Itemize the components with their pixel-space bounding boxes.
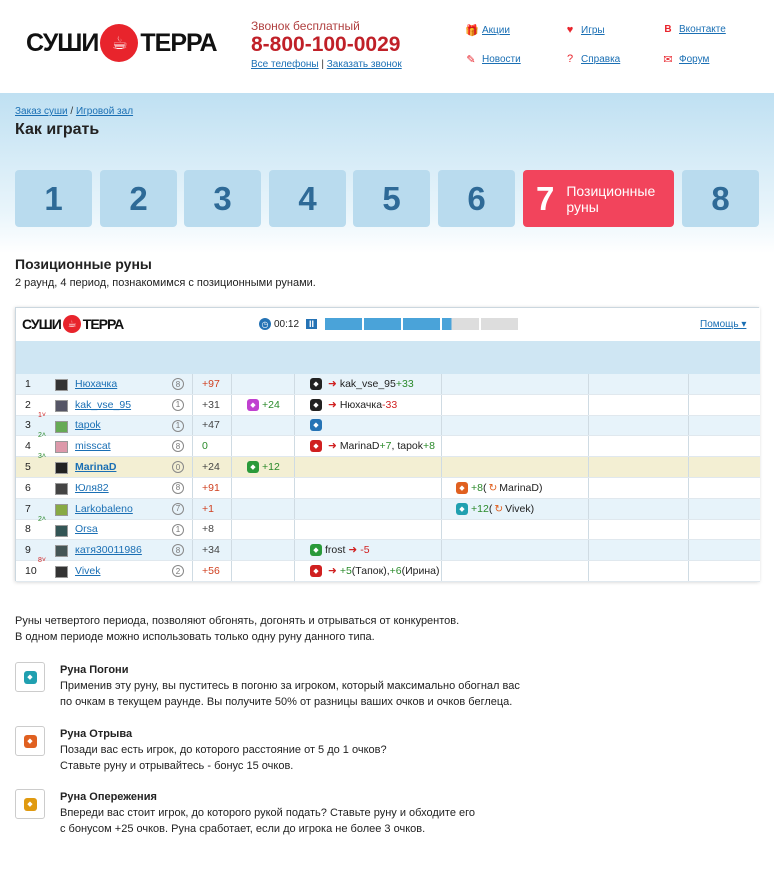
progress-segment [481,318,518,330]
logo-text-right: ТЕРРА [140,28,217,57]
column-divider [231,457,232,477]
forum-icon: ✉ [663,54,673,66]
avatar [55,421,68,433]
phone-links [251,59,402,70]
column-divider [441,561,442,581]
column-divider [294,457,295,477]
teacup-logo-icon: ☕ [63,315,81,333]
event-value: +24 [262,398,280,411]
progress-segment [364,318,401,330]
nav-games[interactable] [564,24,605,36]
row-position-change: 2˄ [38,515,46,523]
column-divider [441,499,442,519]
column-divider [294,520,295,540]
bonus-rune-icon: ◆ [247,461,259,473]
breadcrumb-game-hall[interactable]: Игровой зал [75,106,134,117]
table-row [16,374,760,395]
game-toolbar [16,308,760,341]
fire-rune-icon: ◆ [310,440,322,452]
score-value: +31 [202,398,220,411]
timer-value: 00:12 [274,318,300,330]
table-row [16,540,760,561]
step-number: 5 [382,179,401,217]
rune-event [310,395,397,415]
game-timer [259,318,317,330]
row-position: 2 [25,398,31,411]
avatar [55,462,68,474]
event-value: +7 [379,440,392,453]
rune-breakaway-text: Позади вас есть игрок, до которого расстояние от 5 до 1 очков? [60,744,387,756]
game-header-band [16,341,760,375]
rune-breakaway-text: Ставьте руну и отрывайтесь - бонус 15 очков. [60,760,294,772]
overtake-rune-icon: ◆ [15,789,45,819]
attack-rune-icon: ◆ [310,378,322,390]
event-text: , tapok [391,440,424,453]
rune-event [456,478,542,498]
column-divider [192,499,193,519]
breadcrumb-sep: / [67,106,76,117]
table-row [16,395,760,416]
column-divider [192,416,193,436]
player-name-link[interactable]: MarinaD [75,461,117,474]
column-divider [294,540,295,560]
round-progress-bar [325,318,518,330]
event-value: +12 [471,502,489,515]
rune-event [247,457,280,477]
arrow-right-icon: ➜ [328,377,337,390]
score-value: +97 [202,377,220,390]
column-divider [441,374,442,394]
nav-promotions[interactable] [465,24,510,37]
player-name-link[interactable]: катя30011986 [75,544,142,557]
rank-badge: 8 [172,378,184,390]
rune-event [310,374,414,394]
recycle-icon: ↻ [488,481,498,494]
fire-rune-icon: ◆ [310,565,322,577]
nav-help[interactable] [564,53,620,65]
row-position: 4 [25,440,31,453]
column-divider [294,561,295,581]
column-divider [231,499,232,519]
column-divider [231,520,232,540]
column-divider [688,374,689,394]
column-divider [688,457,689,477]
event-target: kak_vse_95 [339,377,396,390]
game-logo [22,315,123,333]
avatar [55,441,68,453]
rank-badge: 2 [172,565,184,577]
game-logo-text-left: СУШИ [22,316,61,332]
event-target: MarinaD [339,440,380,453]
column-divider [688,478,689,498]
breakaway-rune-icon: ◆ [456,482,468,494]
nav-forum[interactable] [662,53,709,66]
column-divider [688,416,689,436]
table-row [16,499,760,520]
column-divider [588,499,589,519]
step-number: 8 [711,179,730,217]
player-name-link[interactable]: tapok [75,419,101,432]
score-value: +34 [202,544,220,557]
column-divider [588,478,589,498]
table-row [16,557,760,582]
column-divider [294,499,295,519]
bonus-rune-icon: ◆ [247,399,259,411]
event-target: Vivek [505,502,531,515]
column-divider [688,499,689,519]
step-number: 2 [129,179,148,217]
player-name-link[interactable]: Юля82 [75,481,109,494]
column-divider [231,395,232,415]
column-divider [294,374,295,394]
event-target: MarinaD [499,481,539,494]
game-help-link[interactable]: Помощь ▾ [700,319,747,330]
row-position: 10 [25,565,37,578]
all-phones-link[interactable]: Все телефоны [251,59,319,70]
chase-rune-icon: ◆ [15,662,45,692]
rank-badge: 1 [172,399,184,411]
column-divider [441,436,442,456]
player-name-link[interactable]: Нюхачка [75,377,118,390]
column-divider [231,436,232,456]
runes-description-line2: В одном периоде можно использовать только одну руну данного типа. [15,631,375,643]
avatar [55,566,68,578]
period-badge: II [306,319,317,329]
column-divider [588,520,589,540]
rune-overtake-text: с бонусом +25 очков. Руна сработает, если до игрока не более 3 очков. [60,823,426,835]
games-icon: ♥ [566,24,574,36]
column-divider [588,416,589,436]
rune-overtake-text: Впереди вас стоит игрок, до которого рукой подать? Ставьте руну и обходите его [60,807,476,819]
step-label: Позиционные руны [566,182,656,215]
avatar [55,379,68,391]
column-divider [192,457,193,477]
news-icon: ✎ [466,54,476,66]
event-text: ) [530,502,535,515]
game-logo-text-right: ТЕРРА [82,316,124,332]
player-name-link[interactable]: Larkobaleno [75,502,133,515]
runes-description-line1: Руны четвертого периода, позволяют обгонять, догонять и отрываться от конкурентов. [15,615,460,627]
column-divider [588,457,589,477]
score-value: +47 [202,419,220,432]
column-divider [441,540,442,560]
nav-news-label[interactable]: Новости [482,54,521,65]
row-position-change: 8˅ [38,557,46,565]
column-divider [192,395,193,415]
step-number: 4 [298,179,317,217]
attack-rune-icon: ◆ [310,399,322,411]
rank-badge: 7 [172,503,184,515]
row-position: 7 [25,502,31,515]
order-call-link[interactable]: Заказать звонок [326,59,402,70]
nav-games-label[interactable]: Игры [581,24,605,36]
step-tab-3[interactable] [184,170,261,227]
row-position-change: 1˅ [38,411,46,419]
player-name-link[interactable]: kak_vse_95 [75,398,132,411]
event-value: +5 [339,565,352,578]
nav-help-label[interactable]: Справка [581,53,621,65]
recycle-icon: ↻ [494,502,504,515]
rune-overtake-title: Руна Опережения [60,791,157,803]
score-value: +91 [202,481,220,494]
clock-icon: ◷ [259,318,271,330]
event-target: Нюхачка [339,398,383,411]
event-text: ( [488,502,493,515]
event-value: +8 [471,481,483,494]
event-value: -5 [360,544,370,557]
page-title: Как играть [15,121,100,138]
table-row [16,515,760,541]
step-tab-5[interactable] [353,170,430,227]
step-number: 3 [213,179,232,217]
column-divider [688,436,689,456]
breakaway-rune-icon: ◆ [15,726,45,756]
nav-vkontakte-label[interactable]: Вконтакте [679,24,726,35]
phone-label: Звонок бесплатный [251,19,360,33]
nav-forum-label[interactable]: Форум [679,54,710,65]
rune-event [247,395,280,415]
row-position: 9 [25,544,31,557]
column-divider [588,561,589,581]
avatar [55,545,68,557]
column-divider [588,436,589,456]
step-tab-6[interactable] [438,170,515,227]
progress-segment [442,318,479,330]
event-value: +8 [423,440,435,453]
rank-badge: 0 [172,461,184,473]
nav-news[interactable] [465,53,521,66]
rank-badge: 1 [172,524,184,536]
player-name-link[interactable]: Orsa [75,523,98,536]
event-value: +6 [389,565,402,578]
row-position: 1 [25,377,31,390]
arrow-right-icon: ➜ [328,398,337,411]
row-position: 3 [25,419,31,432]
teacup-logo-icon: ☕ [100,24,138,62]
arrow-right-icon: ➜ [328,565,337,578]
rune-event [310,561,439,581]
progress-segment [325,318,362,330]
section-subtitle: 2 раунд, 4 период, познакомимся с позиционными рунами. [15,277,316,289]
phone-links-sep: | [318,59,327,70]
column-divider [231,478,232,498]
rank-badge: 8 [172,482,184,494]
column-divider [588,374,589,394]
score-value: +1 [202,502,214,515]
event-value: -33 [382,398,398,411]
column-divider [231,561,232,581]
column-divider [294,478,295,498]
rune-chase-text: Применив эту руну, вы пуститесь в погоню за игроком, который максимально обогнал вас [60,680,520,692]
nav-promotions-label[interactable]: Акции [482,25,510,36]
breadcrumb-sushi-order[interactable]: Заказ суши [15,106,68,117]
event-value: +12 [262,461,280,474]
column-divider [688,395,689,415]
column-divider [294,436,295,456]
rank-badge: 8 [172,440,184,452]
avatar [55,525,68,537]
column-divider [688,540,689,560]
rank-badge: 8 [172,544,184,556]
table-row [16,478,760,499]
phone-number: 8-800-100-0029 [251,33,401,56]
column-divider [231,540,232,560]
breadcrumb [15,106,133,117]
avatar [55,504,68,516]
player-name-link[interactable]: misscat [75,440,111,453]
column-divider [441,457,442,477]
step-number: 6 [467,179,486,217]
avatar [55,483,68,495]
shield-rune-icon: ◆ [310,419,322,431]
row-position-change: 3˄ [38,453,46,461]
step-number: 7 [536,179,555,217]
step-tab-8[interactable] [682,170,759,227]
column-divider [588,540,589,560]
column-divider [441,478,442,498]
event-value: +33 [395,377,414,390]
rune-chase-title: Руна Погони [60,664,129,676]
rune-event [456,499,534,519]
table-row [16,453,760,478]
step-number: 1 [44,179,63,217]
column-divider [192,374,193,394]
column-divider [231,374,232,394]
rune-event [310,540,370,560]
chase-rune-icon: ◆ [456,503,468,515]
column-divider [294,395,295,415]
rune-chase-text: по очкам в текущем раунде. Вы получите 50% от разницы ваших очков и очков беглеца. [60,696,513,708]
rune-event [310,436,435,456]
event-text: (Тапок), [351,565,390,578]
column-divider [192,540,193,560]
table-row [16,432,760,457]
gift-icon: 🎁 [465,25,479,37]
event-text: (Ирина) [401,565,440,578]
column-divider [588,395,589,415]
score-value: +24 [202,461,220,474]
arrow-right-icon: ➜ [348,544,358,557]
event-text: ( [482,481,487,494]
game-screenshot-panel [15,307,759,581]
row-position: 5 [25,461,31,474]
vk-icon: B [664,24,672,35]
score-value: +56 [202,565,220,578]
player-name-link[interactable]: Vivek [75,565,101,578]
site-header [0,0,774,93]
rune-breakaway-title: Руна Отрыва [60,728,133,740]
column-divider [231,416,232,436]
step-tab-7-active[interactable] [523,170,674,227]
progress-segment [403,318,440,330]
step-tab-2[interactable] [100,170,177,227]
column-divider [688,520,689,540]
row-position: 6 [25,481,31,494]
section-title: Позиционные руны [15,256,152,272]
avatar [55,400,68,412]
row-position-change: 2˄ [38,432,46,440]
column-divider [688,561,689,581]
row-position: 8 [25,523,31,536]
arrow-right-icon: ➜ [328,440,337,453]
help-icon: ? [566,53,574,65]
event-target: frost [325,544,346,557]
rune-event [310,416,325,436]
attack-rune-icon: ◆ [310,544,322,556]
runes-description [15,613,459,645]
column-divider [441,395,442,415]
column-divider [441,520,442,540]
column-divider [192,478,193,498]
leaderboard-table [16,374,760,582]
score-value: 0 [202,440,208,453]
column-divider [192,520,193,540]
step-tab-4[interactable] [269,170,346,227]
column-divider [294,416,295,436]
site-logo[interactable] [26,24,217,62]
column-divider [192,436,193,456]
logo-text-left: СУШИ [26,28,99,57]
event-text: ) [538,481,543,494]
table-row [16,411,760,440]
column-divider [192,561,193,581]
rank-badge: 1 [172,420,184,432]
step-tab-1[interactable] [15,170,92,227]
nav-vkontakte[interactable] [662,24,726,35]
score-value: +8 [202,523,214,536]
column-divider [441,416,442,436]
